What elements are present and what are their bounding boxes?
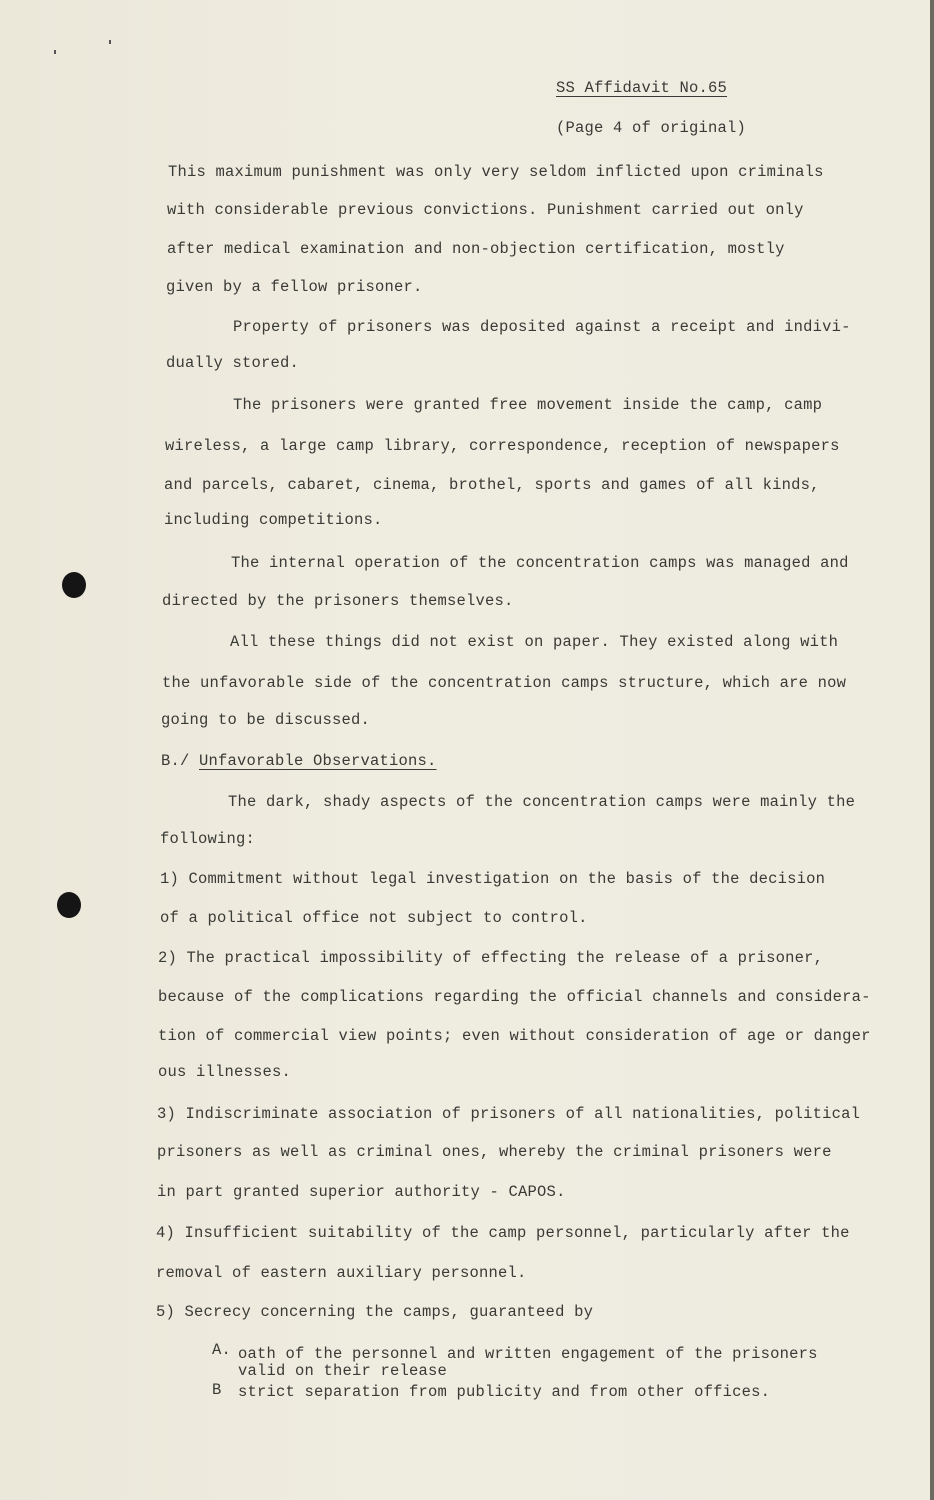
sub-item-marker: B (212, 1381, 222, 1399)
list-item-line: 5) Secrecy concerning the camps, guaranteed by (156, 1303, 594, 1321)
paragraph-line: after medical examination and non-objection certification, mostly (167, 240, 785, 258)
document-title: SS Affidavit No.65 (556, 79, 728, 97)
list-item-line: prisoners as well as criminal ones, whereby the criminal prisoners were (157, 1143, 832, 1161)
sub-item-marker: A. (212, 1341, 232, 1359)
document-subtitle: (Page 4 of original) (556, 119, 747, 137)
page-edge (930, 0, 934, 1500)
paragraph-line: with considerable previous convictions. Punishment carried out only (167, 201, 804, 219)
punch-hole-top (62, 572, 86, 598)
paragraph-line: dually stored. (166, 354, 300, 372)
punch-hole-bottom (57, 892, 81, 918)
paragraph-line: the unfavorable side of the concentration camps structure, which are now (162, 674, 847, 692)
paragraph-line: Property of prisoners was deposited against a receipt and indivi- (233, 318, 851, 336)
list-item-line: ous illnesses. (158, 1063, 292, 1081)
list-item-line: removal of eastern auxiliary personnel. (156, 1264, 527, 1282)
paragraph-line: The prisoners were granted free movement inside the camp, camp (233, 396, 823, 414)
list-item-line: 2) The practical impossibility of effecting the release of a prisoner, (158, 949, 824, 967)
paragraph-line: and parcels, cabaret, cinema, brothel, sports and games of all kinds, (164, 476, 820, 494)
list-item-line: 3) Indiscriminate association of prisoners of all nationalities, political (157, 1105, 861, 1123)
paragraph-line: The dark, shady aspects of the concentration camps were mainly the (228, 793, 856, 811)
paragraph-line: All these things did not exist on paper. They existed along with (230, 633, 839, 651)
paragraph-line: given by a fellow prisoner. (166, 278, 423, 296)
list-item-line: 4) Insufficient suitability of the camp personnel, particularly after the (156, 1224, 850, 1242)
paragraph-line: going to be discussed. (161, 711, 371, 729)
speck-mark (109, 40, 111, 44)
sub-item-line: valid on their release (238, 1362, 448, 1380)
paragraph-line: directed by the prisoners themselves. (162, 592, 514, 610)
list-item-line: 1) Commitment without legal investigation on the basis of the decision (160, 870, 826, 888)
sub-item-line: strict separation from publicity and from other offices. (238, 1383, 771, 1401)
list-item-line: because of the complications regarding the official channels and considera- (158, 988, 871, 1006)
speck-mark (54, 50, 56, 54)
list-item-line: of a political office not subject to control. (160, 909, 588, 927)
paragraph-line: The internal operation of the concentration camps was managed and (231, 554, 849, 572)
paragraph-line: This maximum punishment was only very seldom inflicted upon criminals (168, 163, 824, 181)
paragraph-line: following: (160, 830, 256, 848)
list-item-line: tion of commercial view points; even without consideration of age or danger (158, 1027, 871, 1045)
sub-item-line: oath of the personnel and written engagement of the prisoners (238, 1345, 818, 1363)
paragraph-line: including competitions. (164, 511, 383, 529)
section-prefix: B./ (161, 752, 190, 770)
section-heading: Unfavorable Observations. (199, 752, 437, 770)
list-item-line: in part granted superior authority - CAPOS. (157, 1183, 566, 1201)
paragraph-line: wireless, a large camp library, correspondence, reception of newspapers (165, 437, 840, 455)
